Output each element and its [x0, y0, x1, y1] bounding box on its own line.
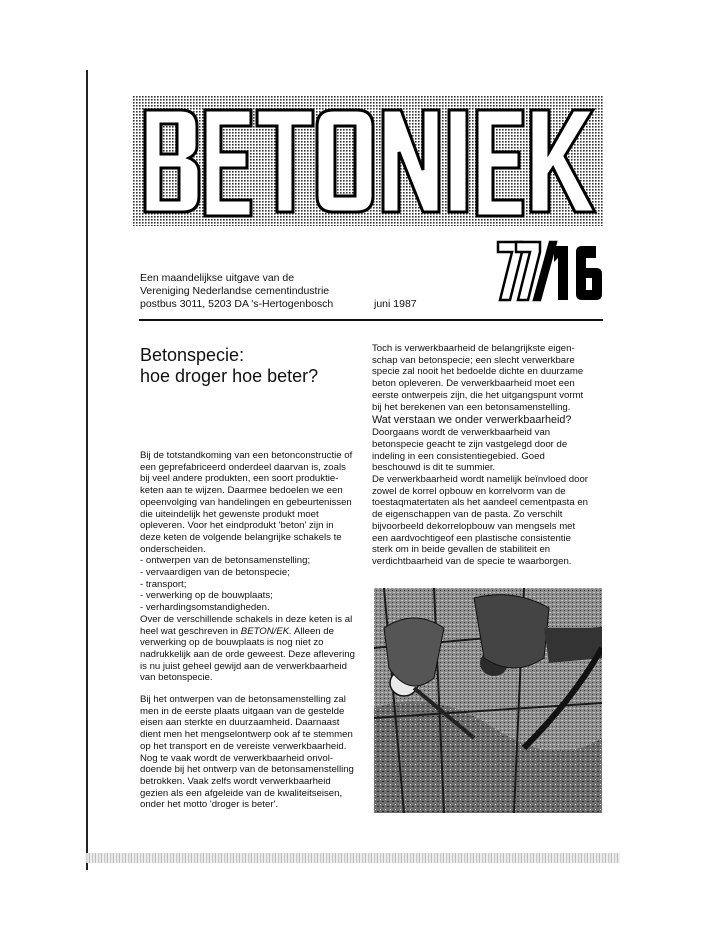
text-line: indeling in een consistentiegebied. Goed [372, 450, 545, 462]
text-line: Bij het ontwerpen van de betonsamenstelling zal [140, 694, 346, 706]
text-line: verwerking op de bouwplaats is nog niet zo [140, 637, 324, 649]
text-line: Doorgaans wordt de verwerkbaarheid van [372, 427, 551, 439]
text-line [140, 626, 365, 638]
text-line: onderscheiden. [140, 543, 206, 555]
headline-line: hoe droger hoe beter? [140, 366, 319, 386]
text-line: een geprefabriceerd onderdeel daarvan is, zoals [140, 461, 346, 473]
issue-date: juni 1987 [374, 298, 417, 310]
text-line: Toch is verwerkbaarheid de belangrijkste eigen- [372, 343, 575, 354]
text-line: opleveren. Voor het eindprodukt 'beton' zijn in [140, 520, 334, 532]
list-item: - vervaardigen van de betonspecie; [140, 567, 290, 579]
header-rule [139, 319, 603, 321]
text-line: eerste ontwerpeis zijn, die het uitgangspunt vormt [372, 389, 584, 401]
margin-rule [86, 70, 88, 870]
text-run: heel wat geschreven in [140, 625, 241, 637]
text-line: bij het berekenen van een betonsamenstelling. [372, 401, 571, 413]
text-line: zowel de korrel opbouw en korrelvorm van de [372, 485, 566, 497]
text-line: betonspecie geacht te zijn vastgelegd door de [372, 438, 568, 450]
text-line: een aardvochtigeof een plastische consistentie [372, 532, 571, 544]
text-line: bij veel andere produkten, een soort produktie- [140, 473, 339, 485]
concrete-pouring-photo [374, 588, 602, 813]
publisher-line: postbus 3011, 5203 DA 's-Hertogenbosch [140, 298, 334, 310]
text-line: men in de eerste plaats uitgaan van de gestelde [140, 705, 345, 717]
text-line: onder het motto 'droger is beter'. [140, 799, 279, 811]
text-line: betrokken. Vaak zelfs wordt verwerkbaarheid [140, 775, 331, 787]
text-line: opeenvolging van handelingen en gebeurtenissen [140, 496, 352, 508]
text-line: verdichtbaarheid van de specie te waarborgen. [372, 555, 572, 567]
list-item: - verhardingsomstandigheden. [140, 602, 270, 614]
text-run: Alleen de [291, 625, 334, 637]
masthead-logo [133, 96, 603, 226]
text-line: specie zal nooit het bedoelde dichte en duurzame [372, 366, 584, 378]
text-line: eisen aan sterkte en duurzaamheid. Daarnaast [140, 717, 340, 729]
text-line: deze keten de volgende belangrijke schakels te [140, 531, 342, 543]
publisher-line: Vereniging Nederlandse cementindustrie [140, 285, 330, 297]
text-line: schap van betonspecie; een slecht verwerkbare [372, 354, 575, 366]
text-line: is nu juist geheel gewijd aan de verwerkbaarheid [140, 660, 347, 672]
text-line: op het transport en de vereiste verwerkbaarheid. [140, 740, 347, 752]
scan-edge-strip [86, 853, 620, 863]
list-item: - transport; [140, 578, 187, 590]
article-headline [140, 345, 318, 387]
text-line: gezien als een afgeleide van de kwaliteitseisen, [140, 787, 343, 799]
right-column [372, 343, 604, 568]
text-line: van betonspecie. [140, 672, 213, 684]
text-line: Nog te vaak wordt de verwerkbaarheid onvol- [140, 752, 334, 764]
text-line: toestaqmatertaten als het aandeel cementpasta en [372, 497, 589, 509]
text-line: beton opleveren. De verwerkbaarheid moet een [372, 378, 575, 390]
text-line: nadrukkelijk aan de orde geweest. Deze aflevering [140, 648, 355, 660]
text-line: Bij de totstandkoming van een betonconstructie of [140, 450, 353, 461]
text-line: de eigenschappen van de pasta. Zo verschilt [372, 509, 563, 521]
text-line: dient men het mengselontwerp ook af te stemmen [140, 729, 353, 741]
text-line: bijvoorbeeld dekorrelopbouw van mengsels met [372, 520, 576, 532]
headline-line: Betonspecie: [140, 345, 245, 365]
issue-number-logo [494, 238, 604, 304]
publisher-info [140, 272, 333, 311]
text-line: sterk om in beide gevallen de stabiliteit en [372, 544, 551, 556]
list-item: - verwerking op de bouwplaats; [140, 590, 273, 602]
text-line: beschouwd is dit te summier. [372, 462, 496, 474]
text-line: keten aan te wijzen. Daarmee bedoelen we een [140, 485, 343, 497]
section-subheading: Wat verstaan we onder verwerkbaarheid? [372, 414, 572, 427]
text-line: die uiteindelijk het gewenste produkt moet [140, 508, 319, 520]
text-line: Over de verschillende schakels in deze keten is al [140, 613, 353, 625]
text-line: De verwerkbaarheid wordt namelijk beïnvloed door [372, 474, 588, 486]
magazine-name: BETON/EK. [240, 625, 292, 637]
left-column [140, 450, 365, 811]
list-item: - ontwerpen van de betonsamenstelling; [140, 555, 311, 567]
paragraph-gap [140, 684, 365, 694]
text-line: doende bij het ontwerp van de betonsamenstelling [140, 764, 354, 776]
publisher-line: Een maandelijkse uitgave van de [140, 272, 295, 284]
